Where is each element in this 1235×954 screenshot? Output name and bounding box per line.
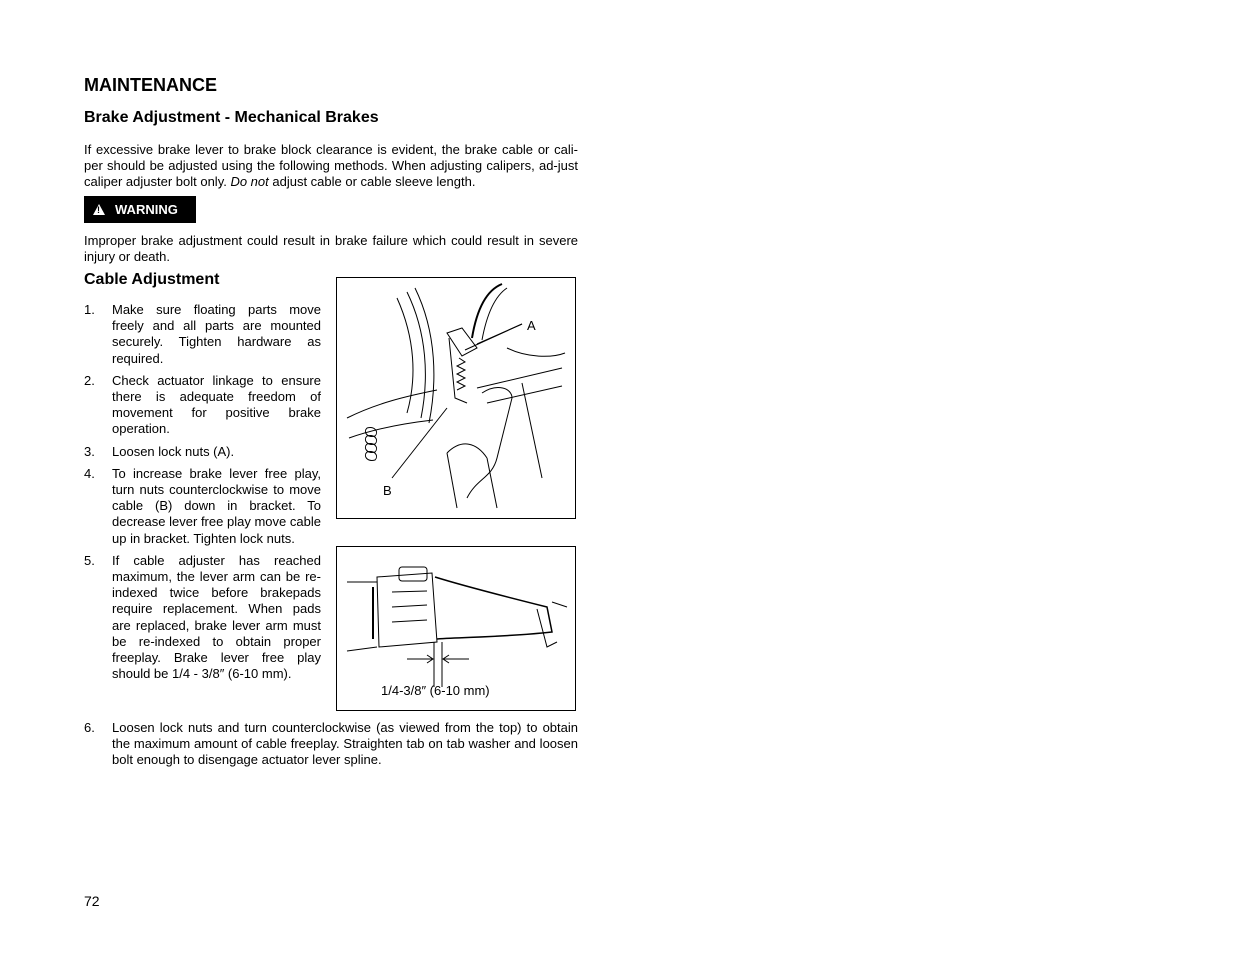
step-text: To increase brake lever free play, turn nuts counterclockwise to move cable (B) down in bracket. To decrease lever free play move cable up in bracket. Tighten lock nuts. bbox=[112, 465, 321, 546]
step-number: 6. bbox=[84, 720, 95, 735]
warning-badge bbox=[84, 196, 196, 223]
warning-text: Improper brake adjustment could result in brake failure which could result in severe injury or death. bbox=[84, 233, 578, 264]
list-item bbox=[84, 553, 321, 683]
warning-triangle-icon bbox=[93, 204, 105, 215]
step-text: Check actuator linkage to ensure there is adequate freedom of movement for positive brake operation. bbox=[112, 372, 321, 437]
cable-adjustment-title: Cable Adjustment bbox=[84, 271, 220, 288]
list-item bbox=[84, 466, 321, 547]
subsection-title: Brake Adjustment - Mechanical Brakes bbox=[84, 109, 379, 126]
section-title: MAINTENANCE bbox=[84, 75, 217, 95]
page-number: 72 bbox=[84, 893, 100, 909]
step-number: 5. bbox=[84, 552, 95, 568]
list-item bbox=[84, 720, 578, 769]
intro-text-1: If excessive brake lever to brake block clearance is evident, the brake cable or cali-per should be adjusted using the following methods. When adjusting calipers, ad-just caliper adjuster bolt only. bbox=[84, 142, 578, 189]
step-text: Make sure floating parts move freely and all parts are mounted securely. Tighten hardware as required. bbox=[112, 302, 321, 366]
step-number: 1. bbox=[84, 302, 95, 317]
callout-a-label: A bbox=[527, 318, 536, 333]
step-text: If cable adjuster has reached maximum, the lever arm can be re-indexed twice before brakepads require replacement. When pads are replaced, brake lever arm must be re-indexed to obtain proper freeplay. Brake lever free play should be 1/4 - 3/8″ (6-10 mm). bbox=[112, 552, 321, 682]
warning-label: WARNING bbox=[115, 202, 178, 217]
intro-paragraph bbox=[84, 142, 578, 190]
brake-lever-freeplay-illustration bbox=[336, 546, 576, 711]
step-number: 4. bbox=[84, 465, 95, 481]
bracket-drawing bbox=[337, 278, 575, 518]
list-item bbox=[84, 302, 321, 367]
step-text: Loosen lock nuts and turn counterclockwise (as viewed from the top) to obtain the maximum amount of cable freeplay. Straighten tab on tab washer and loosen bolt enough to disengage actuator lever spline. bbox=[112, 720, 578, 768]
callout-b-label: B bbox=[383, 483, 392, 498]
step-number: 3. bbox=[84, 443, 95, 459]
freeplay-measurement-caption: 1/4-3/8″ (6-10 mm) bbox=[381, 683, 490, 698]
list-item bbox=[84, 373, 321, 438]
intro-text-2: adjust cable or cable sleeve length. bbox=[268, 174, 476, 189]
step-number: 2. bbox=[84, 372, 95, 388]
intro-emphasis: Do not bbox=[230, 174, 269, 189]
step-text: Loosen lock nuts (A). bbox=[112, 443, 235, 459]
steps-list bbox=[84, 302, 321, 688]
list-item bbox=[84, 444, 321, 460]
brake-cable-bracket-illustration bbox=[336, 277, 576, 519]
manual-page bbox=[84, 74, 578, 768]
